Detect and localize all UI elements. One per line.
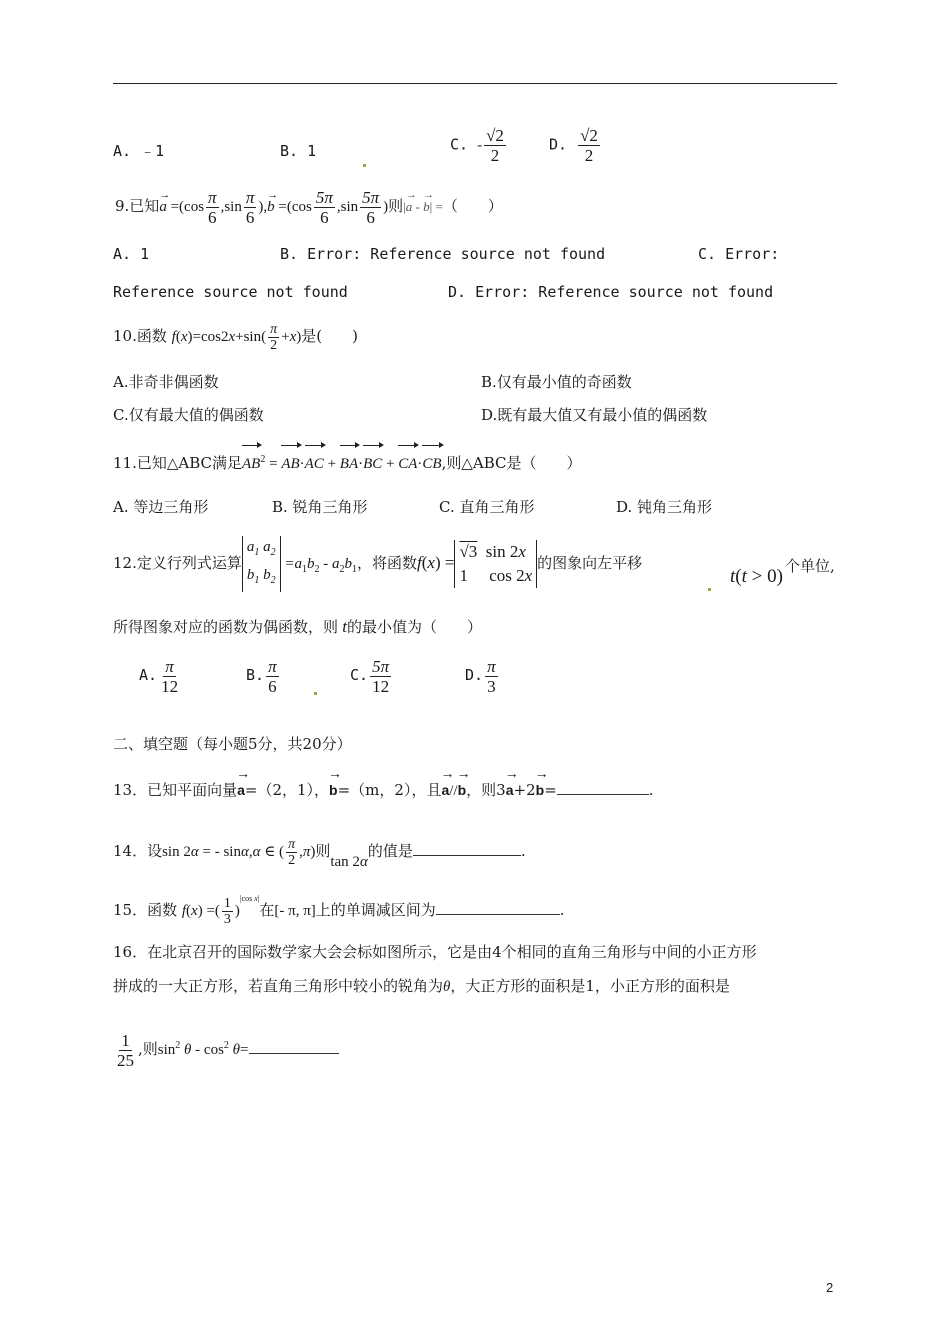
- q16-line3: $\frac{1}{25}$ ,则$\sin^2 \theta - \cos^2 \theta=$: [113, 1024, 339, 1072]
- q13-answer-blank[interactable]: [557, 780, 649, 795]
- q12-stem: 12.定义行列式运算$a_1$ $a_2$ $b_1$ $b_2 =a_1b_2 - a_2b_1$，将函数f(x) =√3 sin 2x 1 cos 2x的图象向左平移: [113, 536, 642, 597]
- header-rule: [113, 83, 837, 84]
- q8-option-a: A. ﹣1: [113, 142, 165, 160]
- q9-option-d: D. Error: Reference source not found: [448, 283, 774, 301]
- q16-answer-blank[interactable]: [249, 1039, 339, 1054]
- q8-option-d: D. $\frac{√2}{2}$: [549, 126, 598, 165]
- q11-option-a: A. 等边三角形: [113, 498, 209, 516]
- q9-stem: 9.已知→ a =(cos $\frac{\pi}{6}$ ,sin $\frac{\pi}{6}$ ),→ b =(cos $\frac{5\pi}{6}$ ,sin $\frac{5\pi}{6}$ )则|→ a - → b| =（ ）: [115, 186, 503, 227]
- q9-option-a: A. 1: [113, 245, 150, 263]
- q9-option-c: C. Error:: [698, 245, 780, 263]
- scan-speck: [363, 164, 366, 167]
- scan-speck: [314, 692, 317, 695]
- q9-option-c-cont: Reference source not found: [113, 283, 348, 301]
- q11-option-b: B. 锐角三角形: [272, 498, 368, 516]
- q8-option-b: B. 1: [280, 142, 317, 160]
- q10-option-b: B.仅有最小值的奇函数: [481, 373, 632, 391]
- q11-option-d: D. 钝角三角形: [616, 498, 713, 516]
- page-number: 2: [826, 1280, 834, 1295]
- q12-option-b: B. $\frac{\pi}{6}$: [246, 656, 277, 696]
- q12-t-condition: t(t > 0): [730, 566, 783, 587]
- q14-answer-blank[interactable]: [413, 841, 521, 856]
- q10-stem: 10.函数 f(x)=cos2x+sin( $\frac{\pi}{2}$ +x)是( ): [113, 321, 358, 353]
- q16-line2: 拼成的一大正方形，若直角三角形中较小的锐角为θ，大正方形的面积是1，小正方形的面积是: [113, 977, 730, 995]
- q10-option-c: C.仅有最大值的偶函数: [113, 406, 264, 424]
- q10-option-a: A.非奇非偶函数: [113, 373, 219, 391]
- q16-line1: 16．在北京召开的国际数学家大会会标如图所示，它是由4个相同的直角三角形与中间的小正方形: [113, 943, 757, 961]
- q8-option-c: C. - $\frac{√2}{2}$: [450, 126, 504, 165]
- scan-speck: [708, 588, 711, 591]
- q9-option-b: B. Error: Reference source not found: [280, 245, 606, 263]
- q14-stem: 14．设sin 2α = - sinα,α ∈ ( $\frac{\pi}{2}$ ,π)则tan 2α的值是 .: [113, 836, 526, 870]
- q12-line2: 所得图象对应的函数为偶函数，则 t的最小值为（ ）: [113, 617, 483, 636]
- q12-option-d: D. $\frac{\pi}{3}$: [465, 656, 496, 696]
- q15-stem: 15．函数 f(x) =( $\frac{1}{3}$ )$^{|cos x|}$在[- π, π]上的单调减区间为 .: [113, 894, 565, 927]
- q13-stem: 13．已知平面向量→ a=（2，1），→ b=（m，2），且→ a//→ b，则3→ a+2→ b= .: [113, 780, 654, 801]
- q15-answer-blank[interactable]: [436, 900, 560, 915]
- section-heading: 二、填空题（每小题5分，共20分）: [113, 735, 352, 753]
- q11-stem: 11.已知△ABC满足$AB^2 = AB\cdot AC + BA\cdot BC + CA\cdot CB$,则△ABC是（ ）: [113, 444, 582, 480]
- q12-unit: 个单位,: [785, 557, 835, 575]
- q10-option-d: D.既有最大值又有最小值的偶函数: [481, 406, 708, 424]
- q12-option-a: A. $\frac{\pi}{12}$: [139, 656, 179, 696]
- q12-option-c: C. $\frac{5\pi}{12}$: [350, 656, 390, 696]
- q11-option-c: C. 直角三角形: [439, 498, 535, 516]
